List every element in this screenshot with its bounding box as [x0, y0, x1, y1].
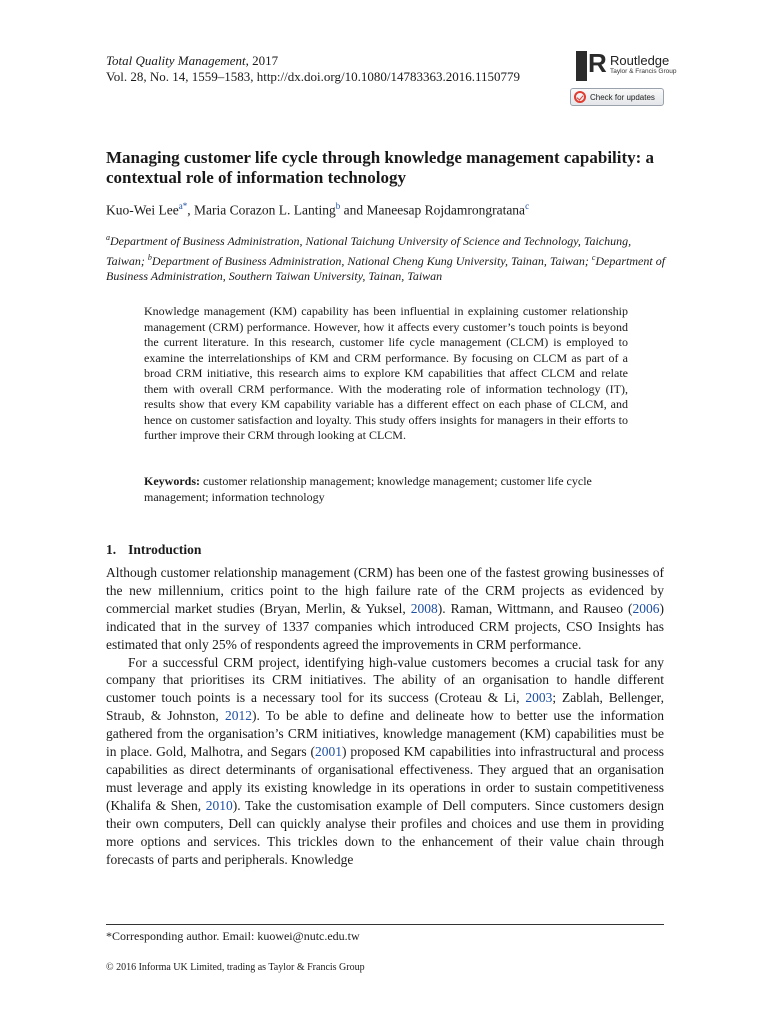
section-number: 1. — [106, 542, 117, 557]
citation-link[interactable]: 2008 — [410, 600, 438, 616]
author-separator: and — [340, 202, 367, 218]
copyright: © 2016 Informa UK Limited, trading as Taylor & Francis Group — [106, 962, 365, 973]
author-list — [106, 198, 666, 219]
author-affiliation-link[interactable]: a* — [178, 201, 188, 211]
author-affiliation-link[interactable]: b — [335, 201, 341, 211]
footnote-divider — [106, 924, 664, 925]
author-name: Maria Corazon L. Lanting — [194, 202, 336, 218]
journal-volume-doi[interactable]: Vol. 28, No. 14, 1559–1583, http://dx.doi.org/10.1080/14783363.2016.1150779 — [106, 69, 520, 84]
section-title: Introduction — [128, 542, 202, 557]
citation-link[interactable]: 2006 — [632, 600, 660, 616]
check-for-updates-button[interactable] — [570, 88, 664, 106]
text-run: For a successful CRM project, identifying high-value customers becomes a crucial task for any company that prioritises its CRM initiatives. The ability of an organisation to handle different customer touch points is a necessary tool for its success (Croteau & Li, — [106, 654, 664, 706]
abstract: Knowledge management (KM) capability has been influential in explaining customer relationship management (CRM) performance. However, how it affects every customer’s touch points is beyond the current literature. In this research, customer life cycle management (CLCM) is employed to examine the interrelationships of KM and CRM performance. By focusing on CLCM as part of a broad CRM initiative, this research aims to explore KM capabilities that affect CLCM and relate them with overall CRM performance. With the moderating role of information technology (IT), results show that every KM capability variable has a different effect on each phase of CLCM, and hence on customer satisfaction and loyalty. This study offers insights for managers in their efforts to further improve their CRM through looking at CLCM. — [144, 304, 628, 442]
keywords-text: customer relationship management; knowledge management; customer life cycle management; information technology — [144, 474, 592, 504]
footnote: *Corresponding author. Email: kuowei@nutc.edu.tw — [106, 929, 360, 943]
author-name: Kuo-Wei Lee — [106, 202, 179, 218]
check-updates-label: Check for updates — [590, 92, 655, 102]
affiliation-text: Department of Business Administration, Southern Taiwan University, Tainan, Taiwan — [106, 253, 666, 283]
publisher-subtitle: Taylor & Francis Group — [610, 68, 677, 75]
journal-header — [106, 53, 520, 85]
publisher-name: Routledge — [610, 53, 670, 68]
author-name: Maneesap Rojdamrongratana — [366, 202, 526, 218]
citation-link[interactable]: 2010 — [205, 797, 233, 813]
body-text — [106, 564, 664, 868]
author-separator: , — [187, 202, 195, 218]
keywords-label: Keywords: — [144, 474, 200, 488]
citation-link[interactable]: 2001 — [315, 744, 342, 760]
keywords — [144, 474, 628, 505]
text-run: ). To be able to define and delineate how to better use the information gathered from the organisation’s CRM initiatives, knowledge management (KM) capabilities must be in place. Gold, Malhotra, and Segars ( — [106, 708, 664, 760]
affiliation-text: Department of Business Administration, National Taichung University of Science and Technology, Taichung, Taiwan; — [106, 234, 632, 268]
text-run: ). Take the customisation example of Dell computers. Since customers design their own computers, Dell can quickly analyse their profiles and choices and use them in providing more options and services. This trickles down to the enhancement of their value chain through forecasts of parts and peripherals. Knowledge — [106, 797, 664, 867]
check-updates-icon — [574, 91, 586, 103]
citation-link[interactable]: 2012 — [224, 708, 252, 724]
text-run: ; Zablah, Bellenger, Straub, & Johnston, — [106, 690, 664, 724]
text-run: ) proposed KM capabilities into infrastructural and process capabilities as direct determinants of organisational effectiveness. They argued that an organisation must leverage and apply its existing knowledge in its operations in order to sustain competitiveness (Khalifa & Shen, — [106, 744, 664, 813]
affiliation-marker: a — [106, 233, 110, 242]
paragraph — [106, 564, 664, 654]
citation-link[interactable]: 2003 — [525, 690, 553, 706]
author-affiliation-link[interactable]: c — [525, 201, 530, 211]
affiliation-marker: c — [591, 252, 596, 262]
journal-name: Total Quality Management — [106, 53, 246, 68]
logo-mark-icon — [576, 51, 587, 81]
affiliations — [106, 230, 666, 285]
affiliation-text: Department of Business Administration, National Cheng Kung University, Tainan, Taiwan; — [151, 253, 592, 268]
affiliation-marker: b — [147, 252, 152, 262]
paragraph — [106, 654, 664, 869]
routledge-logo — [576, 48, 686, 85]
logo-r-glyph: R — [588, 48, 607, 78]
article-title: Managing customer life cycle through knowledge management capability: a contextual role of information technology — [106, 148, 655, 187]
text-run: ). Raman, Wittmann, and Rauseo ( — [437, 600, 633, 616]
text-run: ) indicated that in the survey of 1337 companies which introduced CRM projects, CSO Insights has estimated that only 25% of respondents agreed the improvements in CRM performance. — [106, 600, 664, 652]
journal-year: , 2017 — [245, 53, 279, 68]
section-heading — [106, 542, 201, 558]
text-run: Although customer relationship management (CRM) has been one of the fastest growing businesses of the new millennium, critics point to the high failure rate of the CRM projects as evidenced by commercial market studies (Bryan, Merlin, & Yuksel, — [106, 565, 664, 616]
